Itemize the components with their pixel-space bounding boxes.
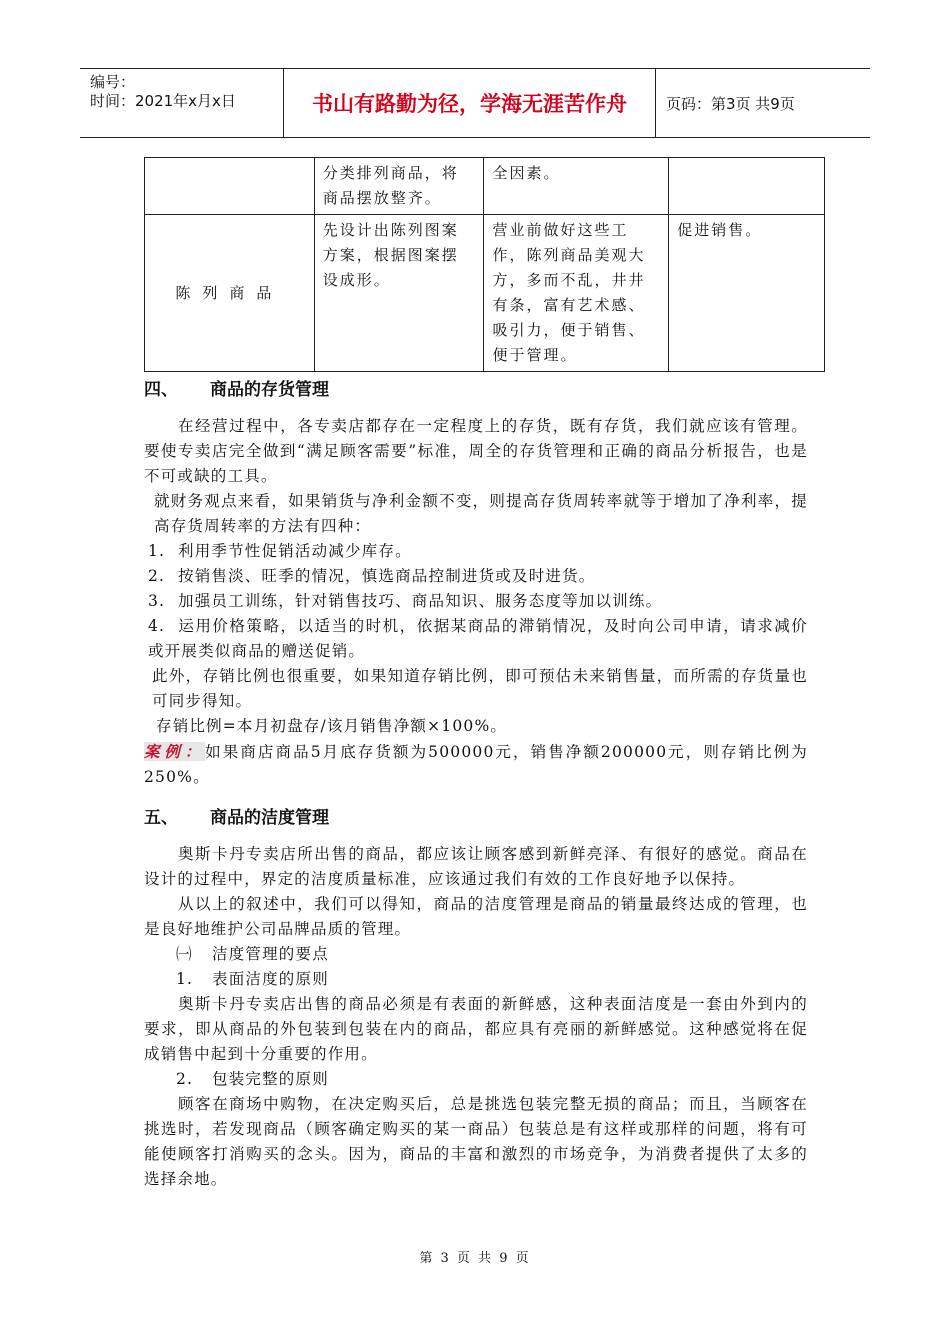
header-meta bbox=[80, 69, 283, 137]
table-cell: 先设计出陈列图案方案，根据图案摆设成形。 bbox=[314, 215, 484, 372]
table-row bbox=[145, 215, 825, 372]
paragraph: 就财务观点来看，如果销货与净利金额不变，则提高存货周转率就等于增加了净利率，提高存货周转率的方法有四种： bbox=[154, 492, 808, 535]
section-heading: 四、 商品的存货管理 bbox=[144, 380, 329, 400]
table-row bbox=[145, 158, 825, 215]
table-cell bbox=[669, 158, 825, 215]
point-heading: 1. 表面洁度的原则 bbox=[176, 970, 329, 988]
paragraph: 此外，存销比例也很重要，如果知道存销比例，即可预估未来销售量，而所需的存货量也可同步得知。 bbox=[152, 667, 808, 710]
formula: 存销比例=本月初盘存/该月销售净额×100%。 bbox=[156, 717, 508, 735]
list-item: 4. 运用价格策略，以适当的时机，依据某商品的滞销情况，及时向公司申请，请求减价或开展类似商品的赠送促销。 bbox=[148, 617, 808, 660]
paragraph: 奥斯卡丹专卖店所出售的商品，都应该让顾客感到新鲜亮泽、有很好的感觉。商品在设计的过程中，界定的洁度质量标准，应该通过我们有效的工作良好地予以保持。 bbox=[144, 845, 808, 888]
case-label: 案例： bbox=[144, 742, 206, 761]
table-cell: 全因素。 bbox=[484, 158, 669, 215]
page-header bbox=[80, 68, 870, 138]
page-footer: 第 3 页 共 9 页 bbox=[419, 1251, 531, 1266]
table-cell: 分类排列商品，将商品摆放整齐。 bbox=[314, 158, 484, 215]
paragraph: 顾客在商场中购物，在决定购买后，总是挑选包装完整无损的商品；而且，当顾客在挑选时，若发现商品（顾客确定购买的某一商品）包装总是有这样或那样的问题，将有可能使顾客打消购买的念头。因为，商品的丰富和激烈的市场竞争，为消费者提供了太多的选择余地。 bbox=[144, 1095, 808, 1188]
list-item: 1. 利用季节性促销活动减少库存。 bbox=[148, 542, 412, 560]
list-item: 2. 按销售淡、旺季的情况，慎选商品控制进货或及时进货。 bbox=[148, 567, 596, 585]
table-cell bbox=[145, 158, 315, 215]
paragraph: 从以上的叙述中，我们可以得知，商品的洁度管理是商品的销量最终达成的管理，也是良好地维护公司品牌品质的管理。 bbox=[144, 895, 808, 938]
paragraph: 在经营过程中，各专卖店都存在一定程度上的存货，既有存货，我们就应该有管理。要使专卖店完全做到“满足顾客需要”标准，周全的存货管理和正确的商品分析报告，也是不可或缺的工具。 bbox=[144, 417, 808, 485]
main-content bbox=[144, 370, 808, 1192]
header-motto: 书山有路勤为径，学海无涯苦作舟 bbox=[283, 69, 656, 137]
paragraph: 奥斯卡丹专卖店出售的商品必须是有表面的新鲜感，这种表面洁度是一套由外到内的要求，即从商品的外包装到包装在内的商品，都应具有亮丽的新鲜感觉。这种感觉将在促成销售中起到十分重要的作用。 bbox=[144, 995, 808, 1063]
table-cell: 营业前做好这些工作，陈列商品美观大方，多而不乱，井井有条，富有艺术感、吸引力，便于销售、便于管理。 bbox=[484, 215, 669, 372]
list-item: 3. 加强员工训练，针对销售技巧、商品知识、服务态度等加以训练。 bbox=[148, 592, 663, 610]
case-paragraph: 案例：如果商店商品5月底存货额为500000元，销售净额200000元，则存销比例为250%。 bbox=[144, 742, 808, 786]
display-table bbox=[144, 157, 825, 372]
time-label: 时间：2021年x月x日 bbox=[90, 92, 236, 110]
doc-number-label: 编号： bbox=[90, 73, 136, 91]
subsection-heading: ㈠ 洁度管理的要点 bbox=[176, 945, 329, 963]
table-cell: 陈列商品 bbox=[145, 215, 315, 372]
point-heading: 2. 包装完整的原则 bbox=[176, 1070, 329, 1088]
section-heading: 五、 商品的洁度管理 bbox=[144, 808, 329, 828]
table-cell: 促进销售。 bbox=[669, 215, 825, 372]
header-page-info: 页码：第3页 共9页 bbox=[666, 94, 795, 113]
